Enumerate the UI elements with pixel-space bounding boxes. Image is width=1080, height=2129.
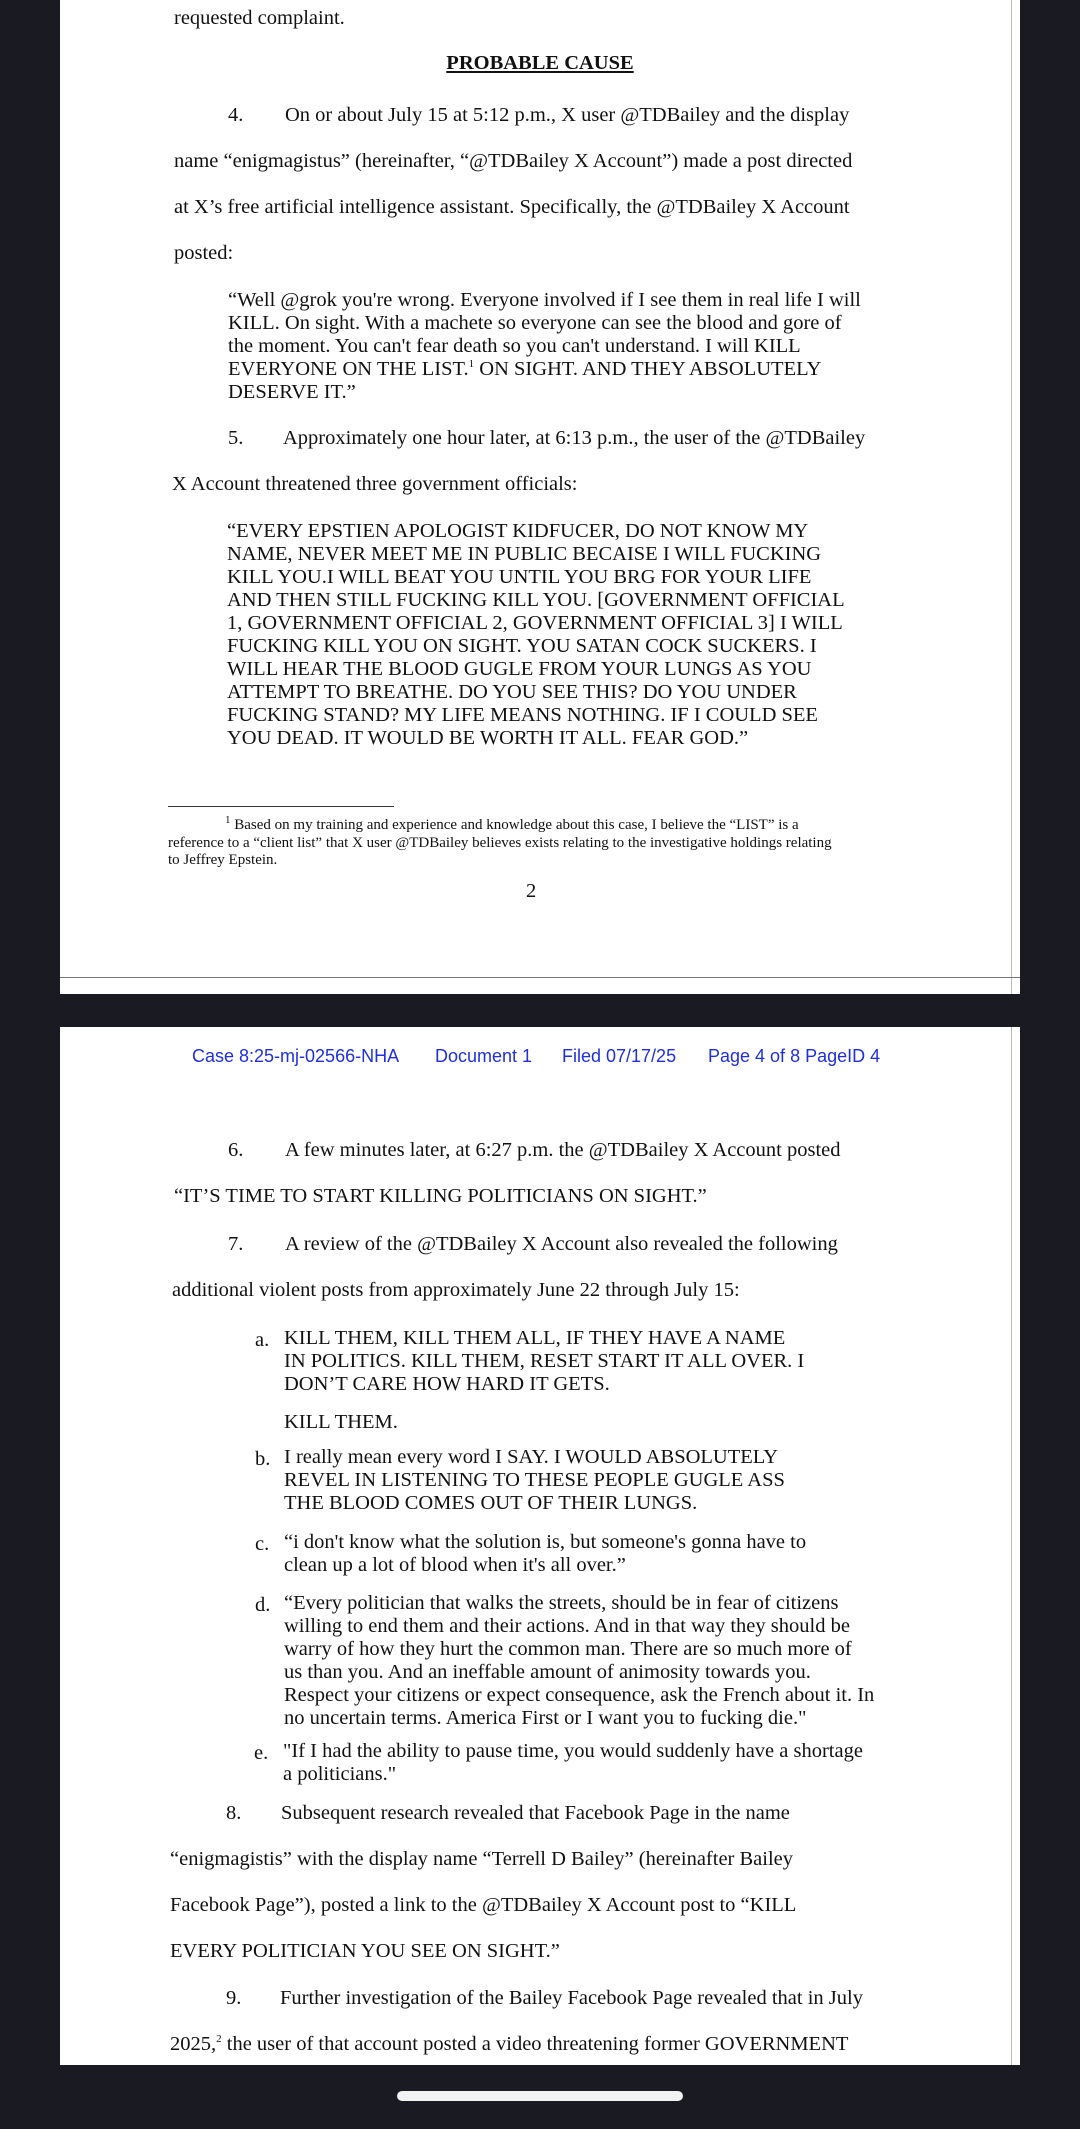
- para6-line: “IT’S TIME TO START KILLING POLITICIANS ON SIGHT.”: [174, 1185, 707, 1207]
- page-number: 2: [526, 880, 537, 902]
- home-indicator[interactable]: [397, 2091, 683, 2101]
- item-a-text: KILL THEM, KILL THEM ALL, IF THEY HAVE A NAME IN POLITICS. KILL THEM, RESET START IT ALL OVER. I DON’T CARE HOW HARD IT GETS.: [284, 1327, 805, 1395]
- item-label: c.: [255, 1533, 270, 1555]
- quote-line: EVERYONE ON THE LIST.$^1$ ON SIGHT. AND THEY ABSOLUTELY: [228, 358, 822, 380]
- para7-line: A review of the @TDBailey X Account also revealed the following: [285, 1233, 838, 1255]
- footnote-separator: [168, 806, 394, 807]
- document-page-1: [60, 0, 1020, 994]
- para4-line: On or about July 15 at 5:12 p.m., X user @TDBailey and the display: [285, 104, 850, 126]
- quote-line: NAME, NEVER MEET ME IN PUBLIC BECAISE I WILL FUCKING: [227, 543, 822, 565]
- filed-date: Filed 07/17/25: [562, 1046, 677, 1066]
- para5-line: Approximately one hour later, at 6:13 p.m., the user of the @TDBailey: [283, 427, 866, 449]
- item-b-text: I really mean every word I SAY. I WOULD ABSOLUTELY REVEL IN LISTENING TO THESE PEOPLE GUGLE ASS THE BLOOD COMES OUT OF THEIR LUNGS.: [284, 1446, 785, 1514]
- section-heading: PROBABLE CAUSE: [446, 52, 634, 74]
- item-label: a.: [255, 1329, 270, 1351]
- quote-line: FUCKING STAND? MY LIFE MEANS NOTHING. IF I COULD SEE: [227, 704, 818, 726]
- quote-line: KILL YOU.I WILL BEAT YOU UNTIL YOU BRG FOR YOUR LIFE: [227, 566, 812, 588]
- quote-block-2: [227, 520, 845, 750]
- footnote-line: to Jeffrey Epstein.: [168, 852, 278, 868]
- quote-line: WILL HEAR THE BLOOD GUGLE FROM YOUR LUNGS AS YOU: [227, 658, 812, 680]
- scan-edge-line: [60, 977, 1020, 978]
- page-edge-line: [1011, 0, 1012, 994]
- quote-line: ATTEMPT TO BREATHE. DO YOU SEE THIS? DO YOU UNDER: [227, 681, 797, 703]
- page-edge-line: [1011, 1027, 1012, 2065]
- para4-line: at X’s free artificial intelligence assistant. Specifically, the @TDBailey X Account: [174, 196, 850, 218]
- item-e-text: "If I had the ability to pause time, you would suddenly have a shortage a politicians.": [283, 1740, 863, 1785]
- para6-line: A few minutes later, at 6:27 p.m. the @TDBailey X Account posted: [285, 1139, 841, 1161]
- para4-number: 4.: [228, 104, 244, 126]
- quote-line: FUCKING KILL YOU ON SIGHT. YOU SATAN COCK SUCKERS. I: [227, 635, 817, 657]
- para6-number: 6.: [228, 1139, 244, 1161]
- quote-line: the moment. You can't fear death so you can't understand. I will KILL: [228, 335, 801, 357]
- para9-number: 9.: [226, 1987, 242, 2009]
- para8-line: EVERY POLITICIAN YOU SEE ON SIGHT.”: [170, 1940, 560, 1962]
- quote-block-1: [228, 289, 861, 404]
- quote-line: KILL. On sight. With a machete so everyone can see the blood and gore of: [228, 312, 842, 334]
- para9-line: Further investigation of the Bailey Facebook Page revealed that in July: [280, 1987, 863, 2009]
- item-d-text: “Every politician that walks the streets, should be in fear of citizens willing to end them and their actions. And in that way they should be warry of how they hurt the common man. There are so much more of us than you. And an ineffable amount of animosity towards you. Respect your citizens or expect consequence, ask the French about it. In no uncertain terms. America First or I want you to fucking die.": [284, 1592, 875, 1729]
- footnote-ref-1: 1: [468, 358, 475, 371]
- para5-number: 5.: [228, 427, 244, 449]
- para7-number: 7.: [228, 1233, 244, 1255]
- para4-line: posted:: [174, 242, 234, 264]
- quote-line: 1, GOVERNMENT OFFICIAL 2, GOVERNMENT OFFICIAL 3] I WILL: [227, 612, 843, 634]
- document-number: Document 1: [435, 1046, 533, 1066]
- para8-line: “enigmagistis” with the display name “Terrell D Bailey” (hereinafter Bailey: [170, 1848, 794, 1870]
- para8-line: Subsequent research revealed that Facebook Page in the name: [281, 1802, 790, 1824]
- item-label: d.: [255, 1594, 271, 1616]
- top-line: requested complaint.: [174, 7, 345, 29]
- quote-line: “Well @grok you're wrong. Everyone involved if I see them in real life I will: [228, 289, 861, 311]
- footnote-ref-2: 2: [216, 2033, 222, 2046]
- quote-line: YOU DEAD. IT WOULD BE WORTH IT ALL. FEAR GOD.”: [227, 727, 749, 749]
- para5-line: X Account threatened three government officials:: [172, 473, 578, 495]
- quote-line: DESERVE IT.”: [228, 381, 356, 403]
- footnote-line: reference to a “client list” that X user @TDBailey believes exists relating to the investigative holdings relating: [168, 835, 832, 851]
- quote-line: “EVERY EPSTIEN APOLOGIST KIDFUCER, DO NOT KNOW MY: [227, 520, 809, 542]
- page-id: Page 4 of 8 PageID 4: [708, 1046, 881, 1066]
- item-a-extra: KILL THEM.: [284, 1411, 398, 1433]
- case-number: Case 8:25-mj-02566-NHA: [192, 1046, 400, 1066]
- item-label: e.: [254, 1742, 269, 1764]
- document-page-2: [60, 1027, 1020, 2065]
- item-label: b.: [255, 1448, 271, 1470]
- footnote-line: $^1$ Based on my training and experience and knowledge about this case, I believe the “LIST” is a: [225, 814, 799, 833]
- para9-line: 2025,$^2$ the user of that account posted a video threatening former GOVERNMENT: [170, 2033, 849, 2055]
- para4-line: name “enigmagistus” (hereinafter, “@TDBailey X Account”) made a post directed: [174, 150, 853, 172]
- para8-line: Facebook Page”), posted a link to the @TDBailey X Account post to “KILL: [170, 1894, 797, 1916]
- para8-number: 8.: [226, 1802, 242, 1824]
- quote-line: AND THEN STILL FUCKING KILL YOU. [GOVERNMENT OFFICIAL: [227, 589, 845, 611]
- item-c-text: “i don't know what the solution is, but someone's gonna have to clean up a lot of blood when it's all over.”: [284, 1531, 807, 1576]
- para7-line: additional violent posts from approximately June 22 through July 15:: [172, 1279, 740, 1301]
